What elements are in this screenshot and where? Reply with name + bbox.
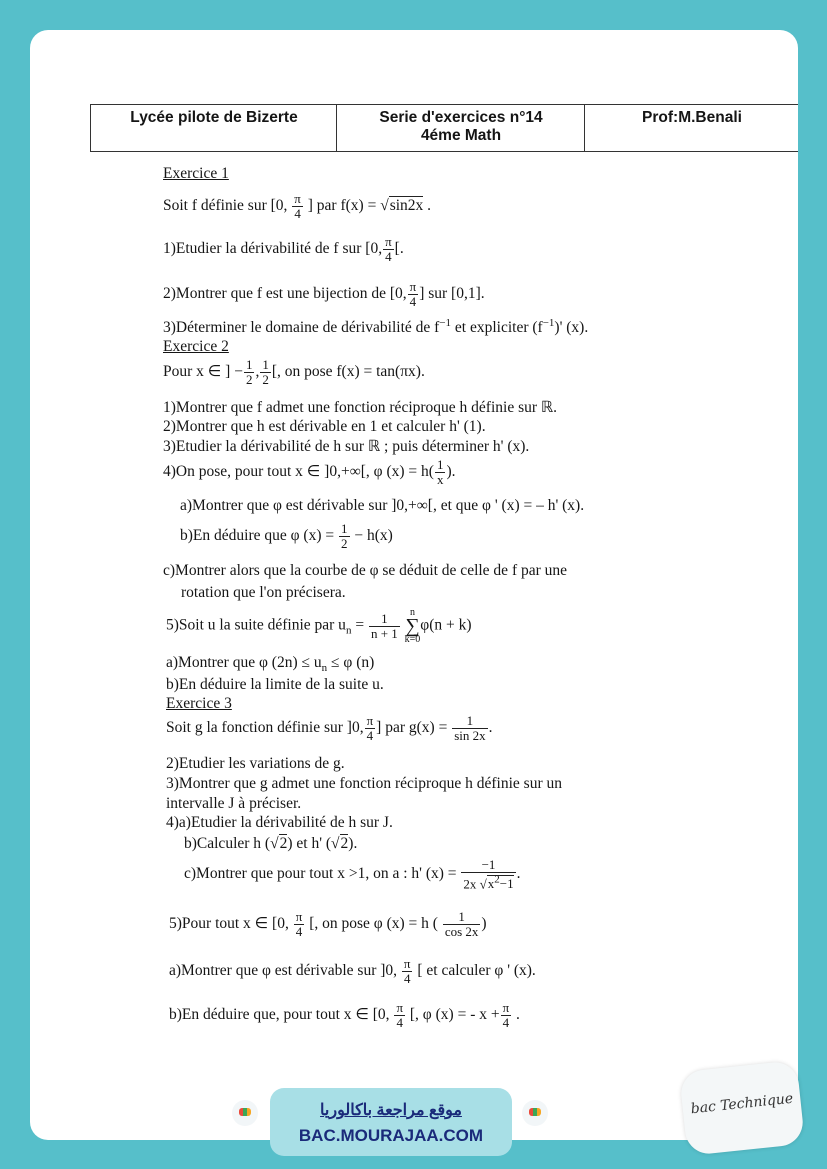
ex3-question-4c: c)Montrer que pour tout x >1, on a : h' (x) = $\frac{-1}{2x √x^2-1}$ . (184, 857, 521, 892)
ex2-question-4b: b)En déduire que φ (x) = $\frac{1}{2}$ − h(x) (180, 521, 393, 551)
bac-technique-badge: bac Technique (679, 1060, 805, 1156)
exercise-2-title: Exercice 2 (163, 338, 229, 355)
ex2-question-4: 4)On pose, pour tout x ∈ ]0,+∞[, φ (x) = h( $\frac{1}{x}$ ). (163, 457, 456, 487)
ex2-question-1: 1)Montrer que f admet une fonction réciproque h définie sur ℝ. (163, 399, 558, 416)
ex2-question-4c-line1: c)Montrer alors que la courbe de φ se déduit de celle de f par une (163, 562, 568, 579)
ex1-question-1: 1)Etudier la dérivabilité de f sur [0, $\frac{\pi}{4}$ [. (163, 234, 404, 264)
teacher-name: Prof:M.Benali (642, 109, 742, 126)
site-logo-left-icon (232, 1100, 258, 1126)
ex2-question-4a: a)Montrer que φ est dérivable sur ]0,+∞[, et que φ ' (x) = – h' (x). (180, 497, 585, 514)
header-series-cell (336, 105, 585, 151)
exercise-3-title: Exercice 3 (166, 695, 232, 712)
header-teacher-cell (584, 105, 799, 151)
series-title: Serie d'exercices n°14 (379, 109, 543, 126)
ex1-intro: Soit f définie sur [0, $\frac{\pi}{4}$ ] par f(x) = √sin2x . (163, 191, 432, 221)
ex3-question-5a: a)Montrer que φ est dérivable sur ]0, $\frac{\pi}{4}$ [ et calculer φ ' (x). (169, 956, 536, 986)
ex2-question-3: 3)Etudier la dérivabilité de h sur ℝ ; puis déterminer h' (x). (163, 438, 530, 455)
school-name: Lycée pilote de Bizerte (130, 109, 298, 126)
site-banner-link[interactable] (270, 1088, 512, 1156)
site-logo-right-icon (522, 1100, 548, 1126)
site-arabic-name: موقع مراجعة باكالوريا (320, 1102, 462, 1119)
ex2-question-5b: b)En déduire la limite de la suite u. (166, 676, 384, 693)
header-school-cell (90, 105, 337, 151)
ex3-question-3-line2: intervalle J à préciser. (166, 795, 302, 812)
header-table (90, 104, 798, 152)
ex2-intro: Pour x ∈ ] − $\frac{1}{2}$ , $\frac{1}{2}$ [, on pose f(x) = tan(πx). (163, 357, 425, 387)
class-level: 4éme Math (420, 127, 502, 144)
ex2-question-4c-line2: rotation que l'on précisera. (181, 584, 346, 601)
ex2-question-5: 5)Soit u la suite définie par $u_n$ = $\frac{1}{n + 1}$ n ∑ k=0φ(n + k) (166, 607, 472, 645)
ex1-question-2: 2)Montrer que f est une bijection de [0, $\frac{\pi}{4}$ ] sur [0,1]. (163, 279, 485, 309)
ex3-question-5b: b)En déduire que, pour tout x ∈ [0, $\frac{\pi}{4}$ [, φ (x) = - x + $\frac{\pi}{4}$ . (169, 1000, 520, 1030)
ex3-question-2: 2)Etudier les variations de g. (166, 755, 345, 772)
ex2-question-2: 2)Montrer que h est dérivable en 1 et calculer h' (1). (163, 418, 486, 435)
ex1-question-3: 3)Déterminer le domaine de dérivabilité de $f^{-1}$ et expliciter $(f^{-1})'$ (x). (163, 317, 589, 337)
site-url: BAC.MOURAJAA.COM (298, 1126, 484, 1145)
ex2-question-5a: a)Montrer que φ $(2n) \le u_n \le \varphi$ (n) (166, 654, 375, 675)
ex3-intro: Soit g la fonction définie sur ]0, $\frac{\pi}{4}$ ] par g(x) = $\frac{1}{\sin 2x}$ . (166, 713, 493, 743)
ex3-question-4b: b)Calculer h (√2) et h' (√2). (184, 835, 358, 852)
ex3-question-3-line1: 3)Montrer que g admet une fonction réciproque h définie sur un (166, 775, 562, 792)
ex3-question-5: 5)Pour tout x ∈ [0, $\frac{\pi}{4}$ [, on pose φ (x) = h ( $\frac{1}{\cos 2x}$ ) (169, 909, 487, 939)
exercise-1-title: Exercice 1 (163, 165, 229, 182)
ex3-question-4a: 4)a)Etudier la dérivabilité de h sur J. (166, 814, 393, 831)
